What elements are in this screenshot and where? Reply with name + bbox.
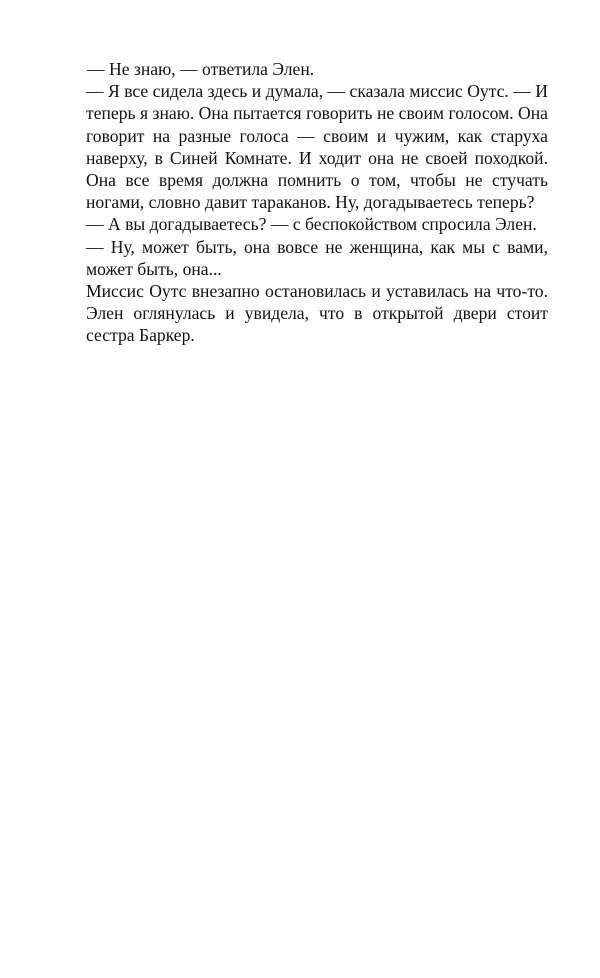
paragraph-2: — Я все сидела здесь и думала, — сказала миссис Оутс. — И теперь я знаю. Она пытается говорить не своим голосом. Она говорит на разные голоса — своим и чужим, как старуха наверху, в Синей Комнате. И ходит она не своей походкой. Она все время должна помнить о том, чтобы не стучать ногами, словно давит тараканов. Ну, догадываетесь теперь?	[86, 81, 548, 213]
book-page-text	[86, 58, 548, 347]
paragraph-1: — Не знаю, — ответила Элен.	[87, 59, 315, 79]
paragraph-4: — Ну, может быть, она вовсе не женщина, как мы с вами, может быть, она...	[86, 236, 548, 279]
paragraph-5: Миссис Оутс внезапно остановилась и уставилась на что-то. Элен оглянулась и увидела, что в открытой двери стоит сестра Баркер.	[86, 281, 548, 346]
paragraph-3: — А вы догадываетесь? — с беспокойством спросила Элен.	[86, 214, 537, 235]
